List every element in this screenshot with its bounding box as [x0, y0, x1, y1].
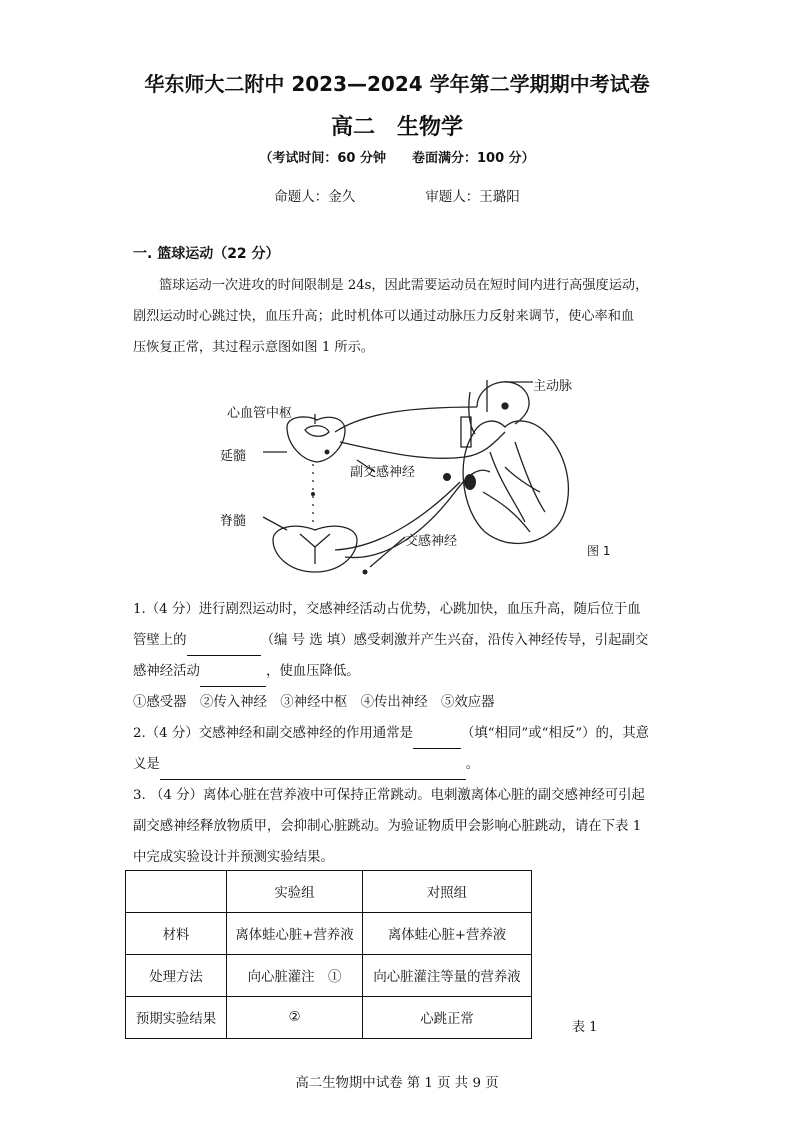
section-heading: 一. 篮球运动（22 分） — [133, 246, 280, 262]
q1-blank-2[interactable] — [200, 668, 266, 687]
table-cell: 处理方法 — [126, 955, 227, 997]
q1-blank-1[interactable] — [187, 637, 261, 656]
q2-text-c: 义是 — [133, 757, 160, 772]
exam-title: 华东师大二附中 2023—2024 学年第二学期期中考试卷 — [144, 72, 650, 96]
intro-line-1: 篮球运动一次进攻的时间限制是 24s，因此需要运动员在短时间内进行高强度运动， — [159, 278, 649, 293]
q2-line-2 — [133, 749, 663, 780]
q1-options: ①感受器 ②传入神经 ③神经中枢 ④传出神经 ⑤效应器 — [133, 695, 495, 710]
q3-line-1: 3. （4 分）离体心脏在营养液中可保持正常跳动。电刺激离体心脏的副交感神经可引起 — [133, 788, 645, 803]
q1-line-2 — [133, 625, 663, 656]
q1-line-3 — [133, 656, 663, 687]
table-caption: 表 1 — [572, 1020, 598, 1035]
table-row — [126, 955, 532, 997]
q3-line-3: 中完成实验设计并预测实验结果。 — [133, 850, 334, 865]
afferent-nerve — [335, 407, 477, 432]
table-cell: 心跳正常 — [363, 997, 532, 1039]
table-header-row — [126, 871, 532, 913]
q2-text-a: 2.（4 分）交感神经和副交感神经的作用通常是 — [133, 726, 413, 741]
table-cell: 向心脏灌注等量的营养液 — [363, 955, 532, 997]
q1-text-b: （编 号 选 填）感受刺激并产生兴奋，沿传入神经传导，引起副交 — [260, 633, 649, 648]
label-aorta: 主动脉 — [533, 379, 573, 394]
intro-line-3: 压恢复正常，其过程示意图如图 1 所示。 — [133, 340, 374, 355]
setter: 命题人：金久 — [274, 189, 356, 205]
reviewer: 审题人：王璐阳 — [425, 189, 520, 205]
table-header-cell: 对照组 — [363, 871, 532, 913]
label-cv-center: 心血管中枢 — [227, 406, 293, 421]
exam-subject: 高二 生物学 — [330, 115, 463, 140]
q3-line-2: 副交感神经释放物质甲，会抑制心脏跳动。为验证物质甲会影响心脏跳动，请在下表 1 — [133, 819, 642, 834]
question-2 — [133, 718, 663, 780]
exam-info: （考试时间：60 分钟 卷面满分：100 分） — [259, 151, 535, 166]
table-cell: 材料 — [126, 913, 227, 955]
table-cell: 预期实验结果 — [126, 997, 227, 1039]
q2-line-1 — [133, 718, 663, 749]
figure-1 — [215, 372, 615, 582]
heart-outline — [463, 421, 568, 543]
table-cell: 向心脏灌注 ① — [227, 955, 363, 997]
section-intro — [133, 270, 663, 363]
question-1 — [133, 594, 663, 718]
label-medulla: 延髓 — [220, 449, 247, 464]
medulla-section — [287, 417, 345, 462]
exam-staff — [0, 185, 794, 205]
table-cell: 离体蛙心脏+营养液 — [227, 913, 363, 955]
q2-blank-2[interactable] — [160, 761, 466, 780]
q1-text-c: 感神经活动 — [133, 664, 200, 679]
table-header-cell — [126, 871, 227, 913]
q2-text-d: 。 — [465, 757, 480, 772]
q1-text-d: ，使血压降低。 — [265, 664, 360, 679]
parasympathetic-nerve — [340, 432, 505, 458]
label-spinal-cord: 脊髓 — [220, 514, 247, 529]
q1-text-a: 管壁上的 — [133, 633, 187, 648]
table-row — [126, 997, 532, 1039]
q1-line-1: 1.（4 分）进行剧烈运动时，交感神经活动占优势，心跳加快，血压升高，随后位于血 — [133, 602, 641, 617]
q2-text-b: （填“相同”或“相反”）的，其意 — [460, 726, 650, 741]
intro-line-2: 剧烈运动时心跳过快，血压升高；此时机体可以通过动脉压力反射来调节，使心率和血 — [133, 309, 635, 324]
figure-caption: 图 1 — [587, 544, 611, 558]
table-cell: ② — [227, 997, 363, 1039]
page-footer: 高二生物期中试卷 第 1 页 共 9 页 — [295, 1076, 499, 1091]
label-sympathetic: 交感神经 — [405, 534, 458, 549]
q2-blank-1[interactable] — [413, 730, 461, 749]
aorta — [461, 380, 529, 447]
label-parasympathetic: 副交感神经 — [350, 465, 416, 480]
experiment-table — [125, 870, 532, 1039]
table-row — [126, 913, 532, 955]
question-3 — [133, 780, 663, 873]
table-cell: 离体蛙心脏+营养液 — [363, 913, 532, 955]
heart-vessels — [483, 442, 545, 532]
table-header-cell: 实验组 — [227, 871, 363, 913]
